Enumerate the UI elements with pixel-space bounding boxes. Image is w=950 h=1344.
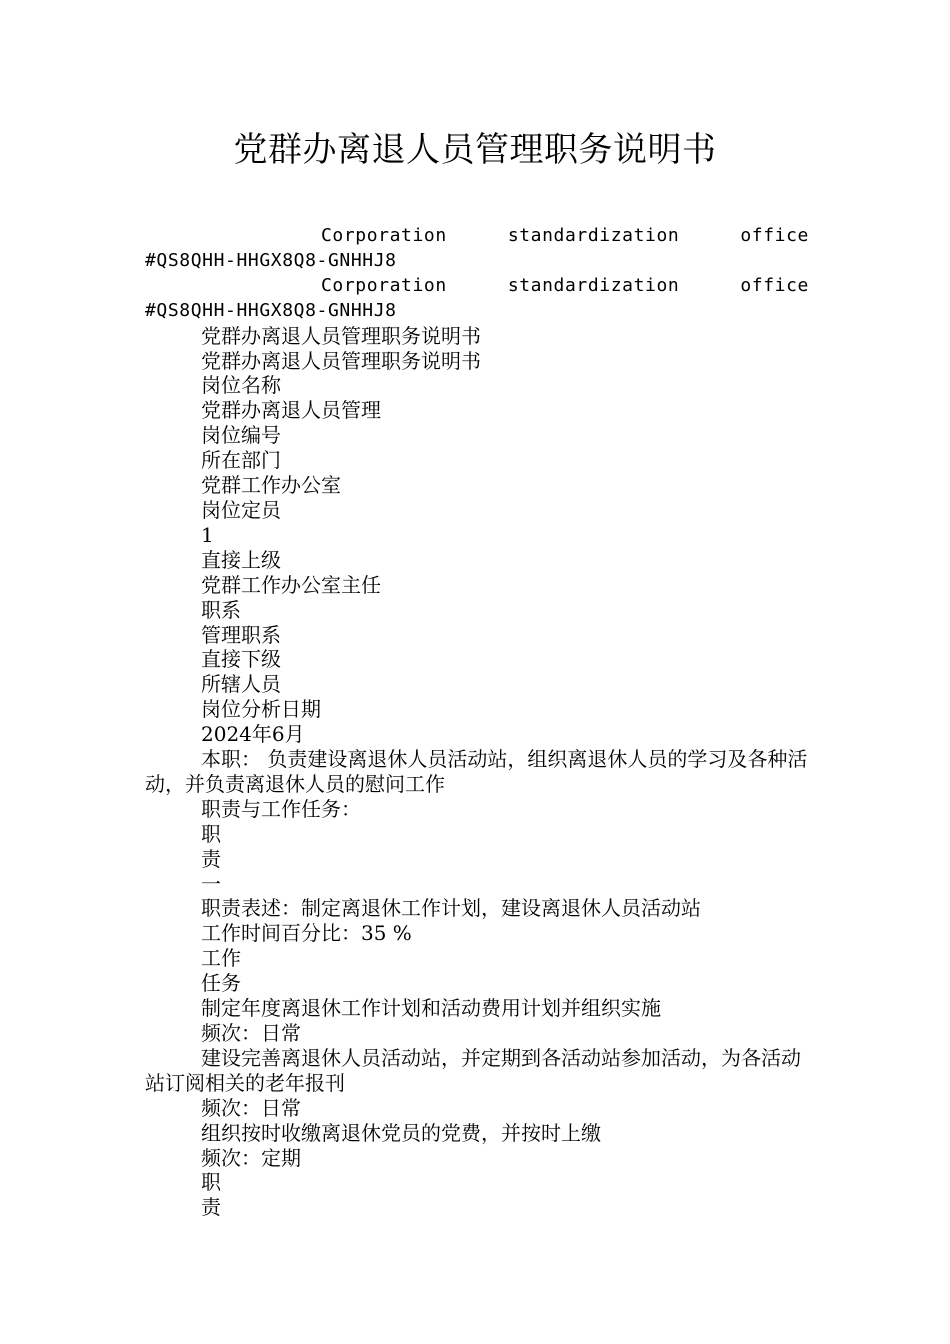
text-line: 频次：定期 — [201, 1145, 301, 1170]
text-line: 制定年度离退休工作计划和活动费用计划并组织实施 — [201, 996, 661, 1021]
text-line: 组织按时收缴离退休党员的党费，并按时上缴 — [201, 1120, 601, 1145]
text-line: 建设完善离退休人员活动站，并定期到各活动站参加活动，为各活动站订阅相关的老年报刊 — [145, 1045, 801, 1095]
text-line: 管理职系 — [201, 622, 281, 647]
text-line: 党群办离退人员管理职务说明书 — [201, 348, 481, 373]
document-body — [145, 224, 809, 1220]
text-line: 2024年6月 — [201, 722, 305, 747]
text-line: 所在部门 — [201, 448, 281, 473]
text-line: 职 — [201, 1170, 221, 1195]
text-line: 所辖人员 — [201, 672, 281, 697]
text-line: 本职： 负责建设离退休人员活动站，组织离退休人员的学习及各种活动，并负责离退休人员的慰问工作 — [145, 747, 808, 796]
text-line: 党群办离退人员管理 — [201, 398, 381, 423]
text-line: 直接下级 — [201, 647, 281, 672]
header-line: Corporation standardization office #QS8QHH-HHGX8Q8-GNHHJ8 — [145, 225, 809, 271]
text-line: 责 — [201, 846, 221, 871]
text-line: 岗位定员 — [201, 497, 281, 522]
text-line: 频次：日常 — [201, 1021, 301, 1045]
text-line: 岗位分析日期 — [201, 697, 321, 722]
text-line: 频次：日常 — [201, 1095, 301, 1120]
text-line: 党群工作办公室 — [201, 473, 341, 498]
text-line: 党群工作办公室主任 — [201, 572, 381, 597]
text-line: 职 — [201, 821, 221, 846]
text-line: 职责与工作任务： — [201, 796, 361, 821]
text-line: 党群办离退人员管理职务说明书 — [201, 323, 481, 348]
text-line: 岗位名称 — [201, 373, 281, 398]
text-line: 责 — [201, 1195, 221, 1220]
text-line: 直接上级 — [201, 547, 281, 572]
text-line: 1 — [201, 522, 214, 547]
text-line: 岗位编号 — [201, 423, 281, 448]
text-line: 一 — [201, 871, 221, 896]
text-line: 任务 — [201, 971, 241, 996]
text-line: 职责表述：制定离退休工作计划，建设离退休人员活动站 — [201, 896, 701, 921]
header-line: Corporation standardization office #QS8QHH-HHGX8Q8-GNHHJ8 — [145, 274, 809, 321]
text-line: 工作时间百分比：35 % — [201, 921, 412, 946]
text-line: 工作 — [201, 946, 241, 971]
document-title: 党群办离退人员管理职务说明书 — [233, 130, 717, 170]
text-line: 职系 — [201, 597, 241, 622]
